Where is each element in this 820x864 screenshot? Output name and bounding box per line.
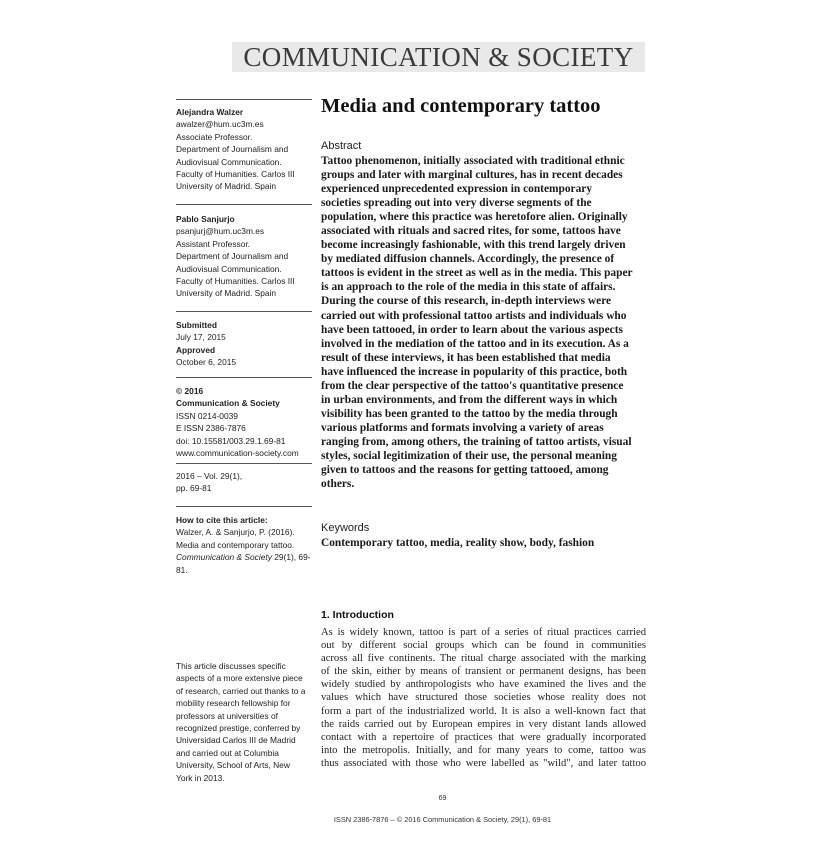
introduction-line: As is widely known, tattoo is part of a series of ritual practices carried [321, 627, 646, 638]
author-block [176, 213, 312, 300]
abstract-line: experienced unprecedented expression in contemporary [321, 183, 593, 196]
author-affiliation-line: University of Madrid. Spain [176, 181, 277, 192]
submitted-date: July 17, 2015 [176, 332, 226, 343]
pages-line: pp. 69-81 [176, 483, 212, 494]
abstract-line: by mediated diffusion channels. Accordingly, the presence of [321, 253, 615, 266]
author-affiliation-line: Assistant Professor. [176, 238, 251, 249]
sidebar-rule [176, 506, 312, 507]
copyright-block [176, 385, 312, 459]
author-affiliation-line: Audiovisual Communication. [176, 263, 282, 274]
abstract-line: styles, social legitimization of their use, the personal meaning [321, 449, 617, 462]
introduction-line: across all five continents. The ritual charge associated with the marking [321, 653, 646, 665]
introduction-heading: 1. Introduction [321, 609, 394, 621]
abstract-line: from the clear perspective of the tattoo's quantitative presence [321, 379, 624, 392]
abstract-line: groups and later with marginal cultures, has in recent decades [321, 169, 623, 182]
author-block [176, 106, 312, 193]
eissn: E ISSN 2386-7876 [176, 423, 246, 434]
abstract-line: become increasingly fashionable, with this trend largely driven [321, 239, 626, 252]
abstract-text [321, 154, 656, 491]
note-line: and carried out at Columbia [176, 747, 279, 758]
sidebar-rule [176, 99, 312, 100]
author-affiliation-line: Faculty of Humanities. Carlos III [176, 169, 295, 180]
author-name: Pablo Sanjurjo [176, 214, 235, 224]
sidebar-rule [176, 311, 312, 312]
introduction-line: form a part of the industrialized world. It is also a well-known fact that [321, 705, 646, 717]
abstract-line: given to tattoos and the reasons for getting tattooed, among [321, 464, 609, 477]
copyright-year: © 2016 [176, 386, 204, 396]
footer-issn: ISSN 2386-7876 – © 2016 Communication & Society, 29(1), 69-81 [333, 815, 552, 824]
citation-block [176, 514, 312, 576]
author-affiliation-line: University of Madrid. Spain [176, 288, 277, 299]
note-line: of research, carried out thanks to a [176, 685, 306, 696]
abstract-line: various platforms and formats involving a variety of areas [321, 421, 604, 434]
citation-line: Media and contemporary tattoo. [176, 539, 295, 550]
note-line: University, School of Arts, New [176, 760, 290, 771]
abstract-line: carried out with professional tattoo artists and individuals who [321, 309, 627, 322]
article-title: Media and contemporary tattoo [321, 95, 601, 117]
volume-line: 2016 – Vol. 29(1), [176, 471, 243, 481]
approved-date: October 6, 2015 [176, 357, 237, 368]
introduction-text [321, 626, 646, 770]
doi[interactable]: doi: 10.15581/003.29.1.69-81 [176, 435, 286, 446]
citation-journal: Communication & Society [176, 552, 272, 563]
citation-line: 81. [176, 564, 188, 575]
abstract-line: visibility has been granted to the tattoo by the media through [321, 407, 618, 420]
abstract-line: associated with rituals and sacred rites, for some, tattoos have [321, 225, 621, 238]
introduction-line: the raids carried out by European empires in very distant lands allowed [321, 718, 646, 730]
note-line: mobility research fellowship for [176, 698, 291, 709]
keywords-label: Keywords [321, 522, 370, 534]
sidebar-rule [176, 377, 312, 378]
note-line: York in 2013. [176, 772, 225, 783]
website-link[interactable]: www.communication-society.com [176, 448, 299, 459]
sidebar-rule [176, 204, 312, 205]
abstract-line: involved in the mediation of the tattoo and in its execution. As a [321, 337, 629, 350]
note-line: recognized prestige, conferred by [176, 723, 301, 734]
author-affiliation-line: Department of Journalism and [176, 251, 289, 262]
abstract-line: Tattoo phenomenon, initially associated with traditional ethnic [321, 155, 625, 167]
abstract-line: others. [321, 478, 355, 491]
abstract-line: societies spreading out into very diverse segments of the [321, 197, 592, 210]
approved-label: Approved [176, 344, 216, 355]
introduction-line: widely studied by anthropologists who have examined the lives and the [321, 679, 646, 691]
author-affiliation-line: Audiovisual Communication. [176, 156, 282, 167]
abstract-line: ranging from, among others, the training of tattoo artists, visual [321, 435, 632, 448]
abstract-line: result of these interviews, it has been established that media [321, 351, 611, 364]
abstract-line: have influenced the increase in popularity of this practice, both [321, 365, 628, 378]
note-line: This article discusses specific [176, 661, 286, 671]
sidebar-rule [176, 463, 312, 464]
abstract-line: in urban environments, and from the different ways in which [321, 393, 618, 406]
abstract-line: is an approach to the role of the media in this state of affairs. [321, 281, 616, 294]
abstract-line: tattoos is evident in the street as well as in the media. This paper [321, 267, 633, 280]
introduction-line: out by different social groups which can be found in communities [321, 640, 646, 652]
volume-block [176, 470, 312, 495]
keywords-text: Contemporary tattoo, media, reality show, body, fashion [321, 537, 595, 549]
abstract-label: Abstract [321, 140, 362, 152]
author-affiliation-line: Department of Journalism and [176, 144, 289, 155]
introduction-line: values which have structured those societies whose reality does not [321, 692, 646, 704]
citation-line: Walzer, A. & Sanjurjo, P. (2016). [176, 527, 295, 538]
citation-line [176, 551, 312, 563]
abstract-line: population, where this practice was heretofore alien. Originally [321, 211, 628, 224]
citation-volume: 29(1), 69- [271, 552, 311, 563]
introduction-line: into the metropolis. Initially, and for many years to come, tattoo was [321, 744, 646, 756]
note-line: aspects of a more extensive piece [176, 673, 303, 684]
introduction-line: thus associated with those who were labelled as "wild", and later tattoo [321, 757, 646, 769]
publisher-name: Communication & Society [176, 398, 280, 409]
dates-block [176, 319, 312, 369]
author-affiliation-line: Faculty of Humanities. Carlos III [176, 276, 295, 287]
introduction-line: contact with a repertoire of practices that were gradually incorporated [321, 731, 646, 743]
introduction-line: of the skin, either by means of transient or permanent designs, has been [321, 666, 646, 678]
author-email[interactable]: awalzer@hum.uc3m.es [176, 119, 264, 130]
author-email[interactable]: psanjurj@hum.uc3m.es [176, 226, 265, 237]
issn: ISSN 0214-0039 [176, 410, 238, 421]
note-line: professors at universities of [176, 710, 278, 721]
page-number: 69 [438, 795, 447, 802]
submitted-label: Submitted [176, 320, 217, 330]
research-note [176, 660, 312, 784]
abstract-line: have been tattooed, in order to learn about the various aspects [321, 323, 623, 336]
note-line: Universidad Carlos III de Madrid [176, 735, 296, 746]
author-affiliation-line: Associate Professor. [176, 131, 253, 142]
journal-header: COMMUNICATION & SOCIETY [232, 42, 645, 72]
citation-label: How to cite this article: [176, 515, 268, 525]
author-name: Alejandra Walzer [176, 107, 244, 117]
abstract-line: During the course of this research, in-depth interviews were [321, 295, 612, 308]
